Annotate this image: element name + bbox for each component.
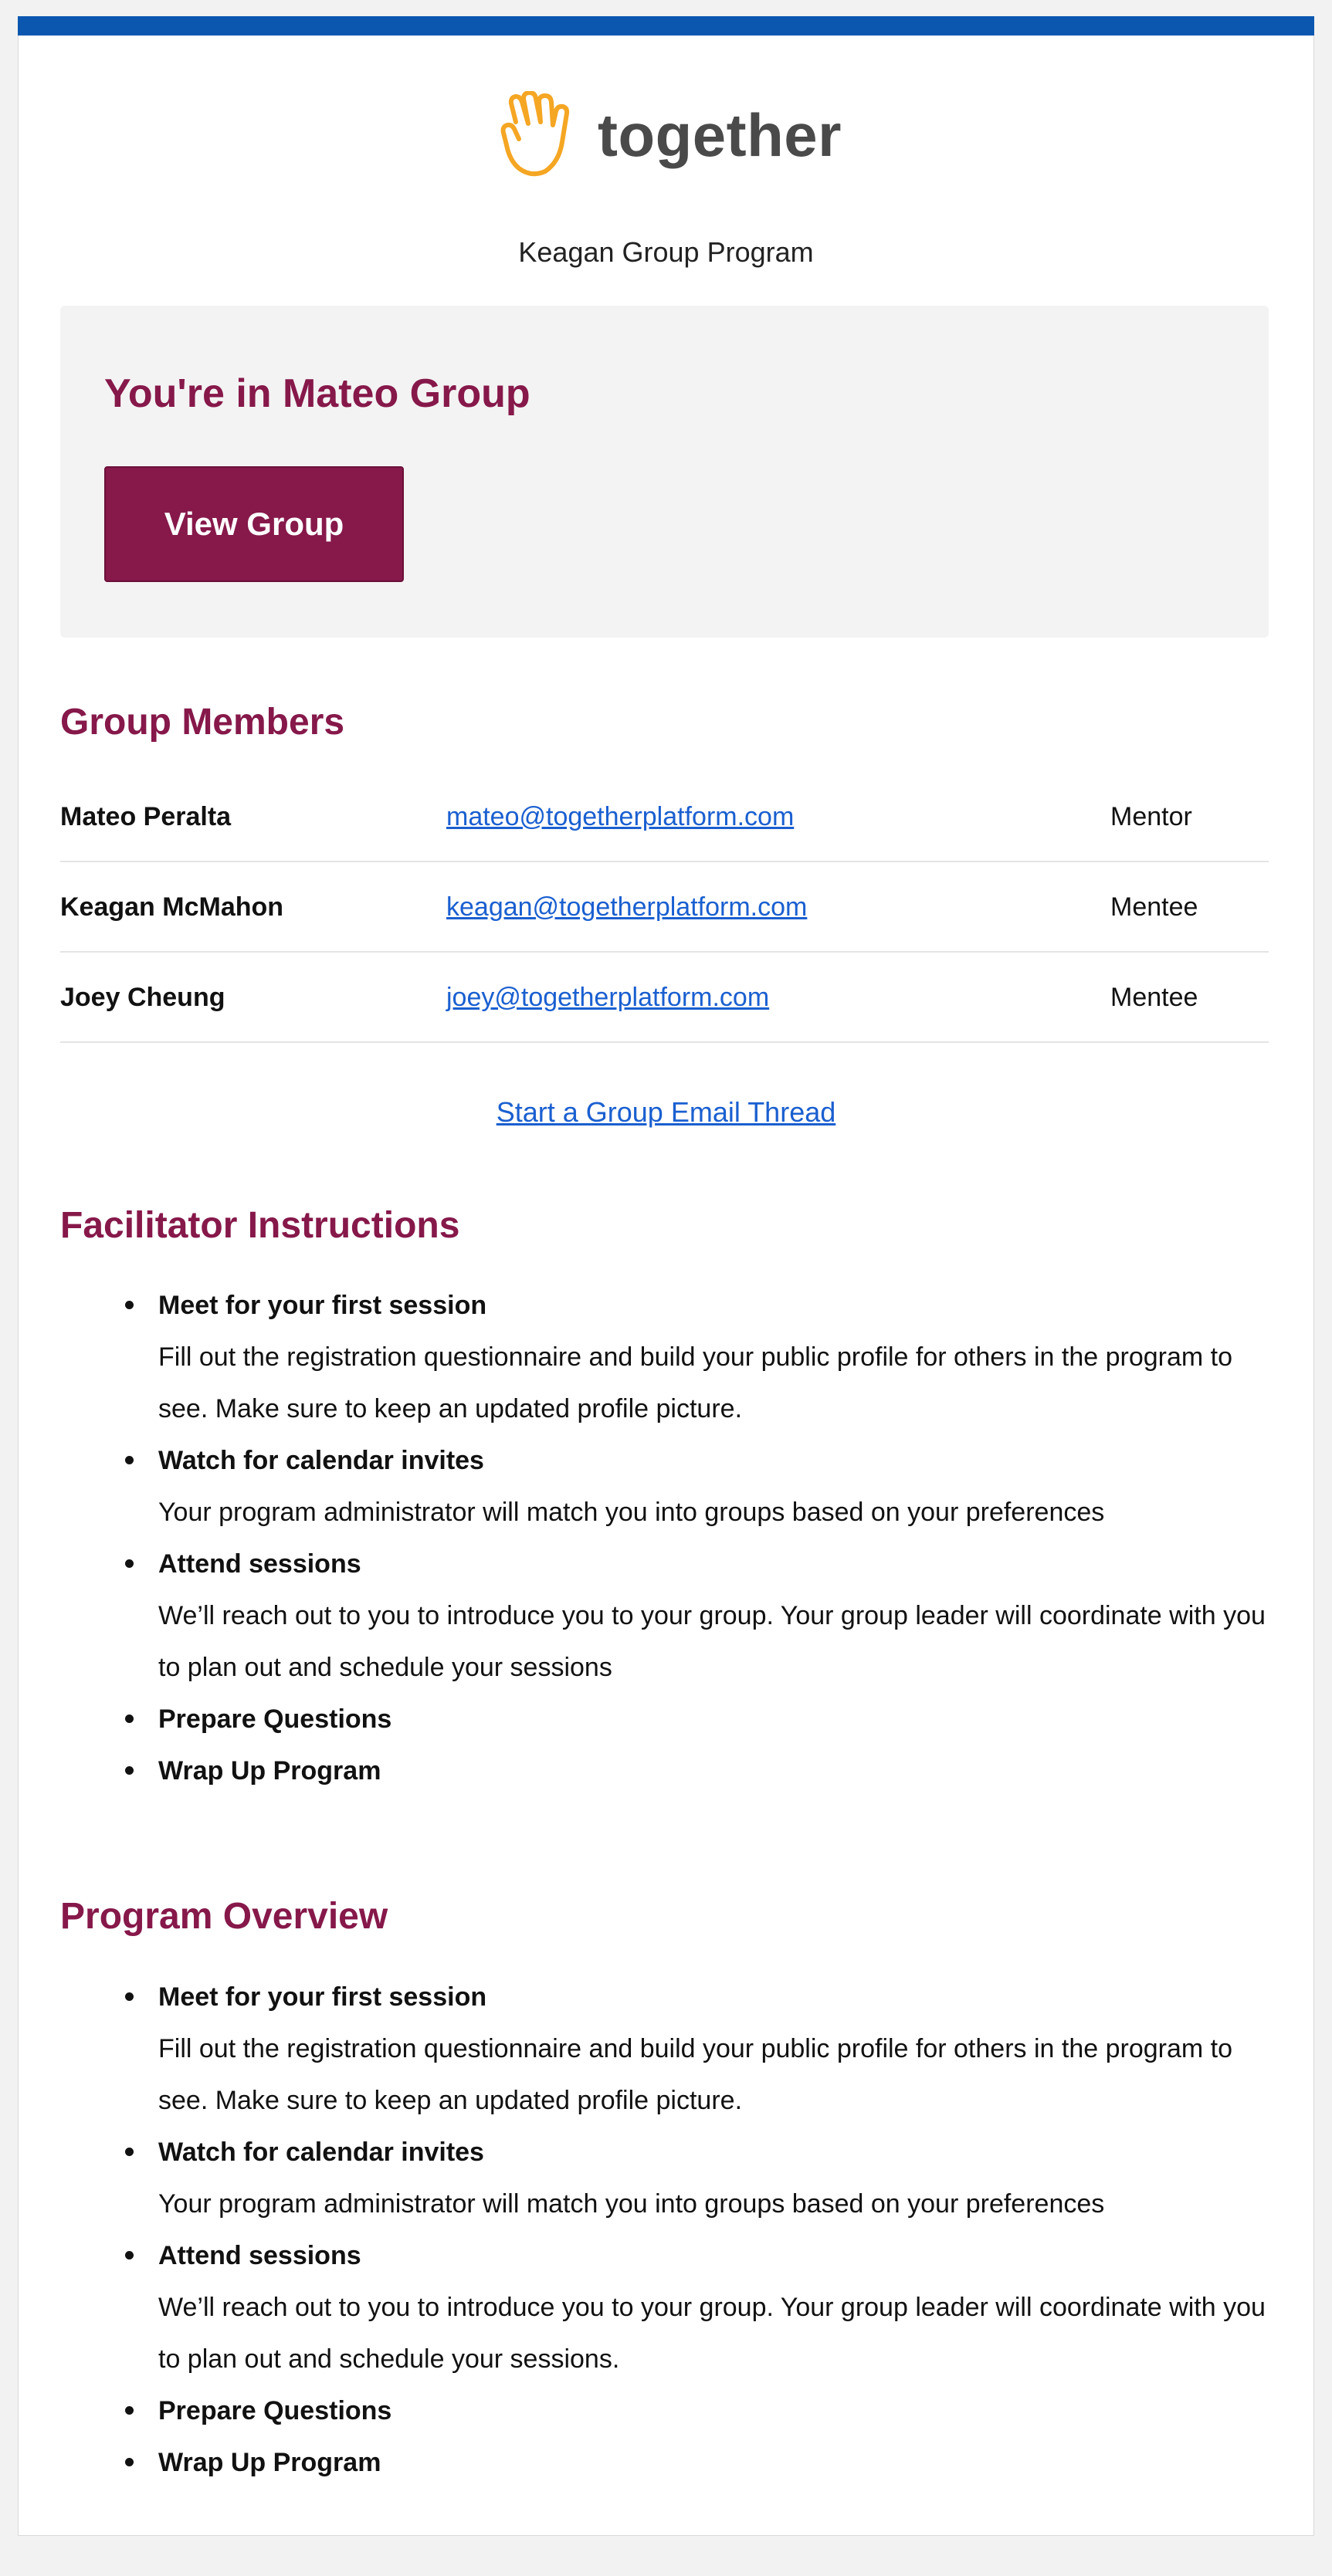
step-description: Fill out the registration questionnaire and build your public profile for others in the program to see. Make sure to keep an updated profile picture. xyxy=(158,2034,1232,2115)
member-name: Mateo Peralta xyxy=(60,802,232,831)
group-heading: You're in Mateo Group xyxy=(104,371,530,416)
view-group-button[interactable]: View Group xyxy=(104,466,404,582)
step-description: We’ll reach out to you to introduce you to your group. Your group leader will coordinate with you to plan out and schedule your sessions. xyxy=(158,2293,1266,2374)
step-title: Attend sessions xyxy=(158,1549,361,1579)
overview-title: Program Overview xyxy=(60,1896,388,1937)
step-title: Meet for your first session xyxy=(158,1291,487,1320)
member-name: Keagan McMahon xyxy=(60,892,284,922)
table-row xyxy=(60,953,1269,1043)
member-role: Mentee xyxy=(1110,892,1198,922)
table-row xyxy=(60,772,1269,862)
member-email-link[interactable]: keagan@togetherplatform.com xyxy=(446,892,808,922)
member-email-link[interactable]: joey@togetherplatform.com xyxy=(446,983,770,1012)
step-description: Your program administrator will match you into groups based on your preferences xyxy=(158,1498,1105,1527)
step-title: Watch for calendar invites xyxy=(158,2138,484,2167)
program-name: Keagan Group Program xyxy=(518,236,814,268)
step-description: Your program administrator will match you into groups based on your preferences xyxy=(158,2189,1105,2219)
list-item xyxy=(158,1435,1270,1538)
list-item xyxy=(158,2437,1270,2489)
top-accent-bar xyxy=(18,16,1314,36)
list-item xyxy=(158,2127,1270,2230)
step-title: Wrap Up Program xyxy=(158,2448,381,2477)
facilitator-list xyxy=(158,1280,1270,1797)
start-email-thread-link[interactable]: Start a Group Email Thread xyxy=(496,1096,836,1128)
member-role: Mentor xyxy=(1110,802,1192,831)
table-row xyxy=(60,862,1269,953)
list-item xyxy=(158,1972,1270,2127)
member-name: Joey Cheung xyxy=(60,983,225,1012)
group-members-title: Group Members xyxy=(60,702,345,743)
members-table xyxy=(60,772,1269,1043)
waving-hand-icon xyxy=(500,91,578,179)
step-description: Fill out the registration questionnaire and build your public profile for others in the program to see. Make sure to keep an updated profile picture. xyxy=(158,1342,1232,1423)
member-role: Mentee xyxy=(1110,983,1198,1012)
facilitator-title: Facilitator Instructions xyxy=(60,1205,460,1246)
list-item xyxy=(158,2385,1270,2437)
group-panel xyxy=(60,306,1269,638)
step-title: Prepare Questions xyxy=(158,1704,392,1734)
member-email-link[interactable]: mateo@togetherplatform.com xyxy=(446,802,795,831)
step-title: Prepare Questions xyxy=(158,2396,392,2425)
step-title: Watch for calendar invites xyxy=(158,1446,484,1475)
step-description: We’ll reach out to you to introduce you to your group. Your group leader will coordinate with you to plan out and schedule your sessions xyxy=(158,1601,1266,1682)
thread-link-wrap xyxy=(18,1096,1314,1129)
brand-name: together xyxy=(598,100,842,169)
step-title: Attend sessions xyxy=(158,2241,361,2270)
together-logo xyxy=(500,91,842,179)
step-title: Wrap Up Program xyxy=(158,1756,381,1786)
overview-list xyxy=(158,1972,1270,2489)
list-item xyxy=(158,1694,1270,1745)
list-item xyxy=(158,2230,1270,2385)
list-item xyxy=(158,1280,1270,1435)
list-item xyxy=(158,1538,1270,1694)
step-title: Meet for your first session xyxy=(158,1982,487,2012)
list-item xyxy=(158,1745,1270,1797)
